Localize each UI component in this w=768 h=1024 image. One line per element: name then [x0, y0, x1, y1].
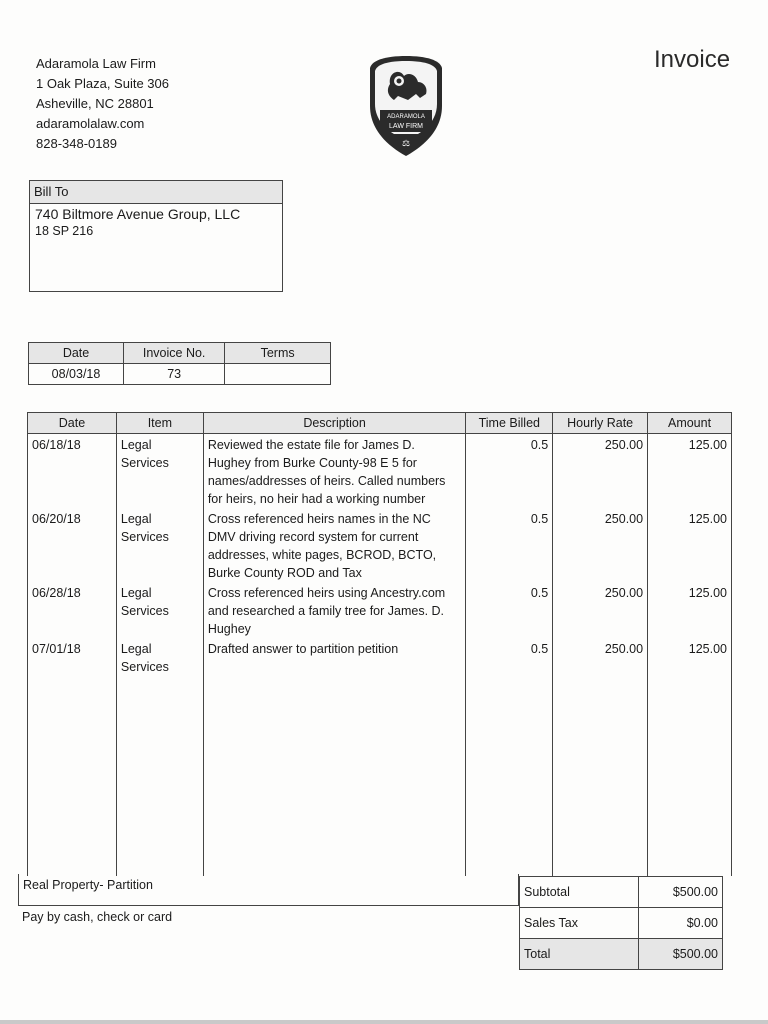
scan-edge [0, 1020, 768, 1024]
col-header-amount: Amount [648, 413, 732, 434]
row-description: Cross referenced heirs names in the NC DMV driving record system for current addresses, white pages, BCROD, BCTO, Burke County ROD and Tax [203, 508, 466, 582]
row-hourly-rate: 250.00 [553, 582, 648, 638]
row-amount: 125.00 [648, 638, 732, 676]
row-date: 06/28/18 [28, 582, 117, 638]
subtotal-value: $500.00 [639, 877, 723, 908]
firm-address-line1: 1 Oak Plaza, Suite 306 [36, 76, 169, 91]
totals-table [519, 876, 723, 970]
table-row [28, 508, 732, 582]
subtotal-label: Subtotal [520, 877, 639, 908]
row-time-billed: 0.5 [466, 582, 553, 638]
firm-website: adaramolalaw.com [36, 116, 145, 131]
firm-logo [368, 54, 444, 158]
meta-header-terms: Terms [225, 343, 331, 364]
total-label: Total [520, 939, 639, 970]
total-value: $500.00 [639, 939, 723, 970]
payment-note: Pay by cash, check or card [22, 910, 173, 924]
firm-info [36, 54, 169, 154]
row-hourly-rate: 250.00 [553, 638, 648, 676]
col-header-time-billed: Time Billed [466, 413, 553, 434]
table-row [28, 582, 732, 638]
bill-to-ref: 18 SP 216 [35, 224, 94, 238]
row-date: 06/18/18 [28, 434, 117, 509]
logo-text-line2: LAW FIRM [389, 123, 423, 130]
firm-address-line2: Asheville, NC 28801 [36, 96, 154, 111]
bill-to-name: 740 Biltmore Avenue Group, LLC [35, 206, 241, 222]
memo-line: Real Property- Partition [18, 874, 519, 906]
row-amount: 125.00 [648, 434, 732, 509]
table-row [28, 434, 732, 509]
firm-name: Adaramola Law Firm [36, 56, 156, 71]
meta-date: 08/03/18 [29, 364, 124, 385]
col-header-date: Date [28, 413, 117, 434]
svg-text:⚖: ⚖ [401, 139, 411, 149]
invoice-title: Invoice [654, 46, 731, 73]
row-description: Drafted answer to partition petition [203, 638, 466, 676]
col-header-hourly-rate: Hourly Rate [553, 413, 648, 434]
line-items-table [27, 412, 732, 876]
ram-head-shield-icon [368, 54, 444, 158]
row-amount: 125.00 [648, 508, 732, 582]
sales-tax-value: $0.00 [639, 908, 723, 939]
bill-to-box [29, 180, 283, 292]
col-header-description: Description [203, 413, 466, 434]
row-item: Legal Services [116, 434, 203, 509]
row-amount: 125.00 [648, 582, 732, 638]
row-description: Reviewed the estate file for James D. Hughey from Burke County-98 E 5 for names/addresses of heirs. Called numbers for heirs, no heir had a working number [203, 434, 466, 509]
logo-text-line1: ADARAMOLA [387, 114, 425, 120]
row-item: Legal Services [116, 508, 203, 582]
row-date: 06/20/18 [28, 508, 117, 582]
meta-header-invoice-no: Invoice No. [124, 343, 225, 364]
meta-invoice-no: 73 [124, 364, 225, 385]
meta-terms [225, 364, 331, 385]
meta-header-date: Date [29, 343, 124, 364]
col-header-item: Item [116, 413, 203, 434]
row-time-billed: 0.5 [466, 434, 553, 509]
row-hourly-rate: 250.00 [553, 434, 648, 509]
row-item: Legal Services [116, 638, 203, 676]
row-date: 07/01/18 [28, 638, 117, 676]
row-description: Cross referenced heirs using Ancestry.com and researched a family tree for James. D. Hughey [203, 582, 466, 638]
row-time-billed: 0.5 [466, 638, 553, 676]
row-hourly-rate: 250.00 [553, 508, 648, 582]
bill-to-label: Bill To [30, 181, 282, 204]
row-time-billed: 0.5 [466, 508, 553, 582]
firm-phone: 828-348-0189 [36, 136, 117, 151]
invoice-meta-table [28, 342, 331, 385]
table-row [28, 638, 732, 676]
row-item: Legal Services [116, 582, 203, 638]
sales-tax-label: Sales Tax [520, 908, 639, 939]
